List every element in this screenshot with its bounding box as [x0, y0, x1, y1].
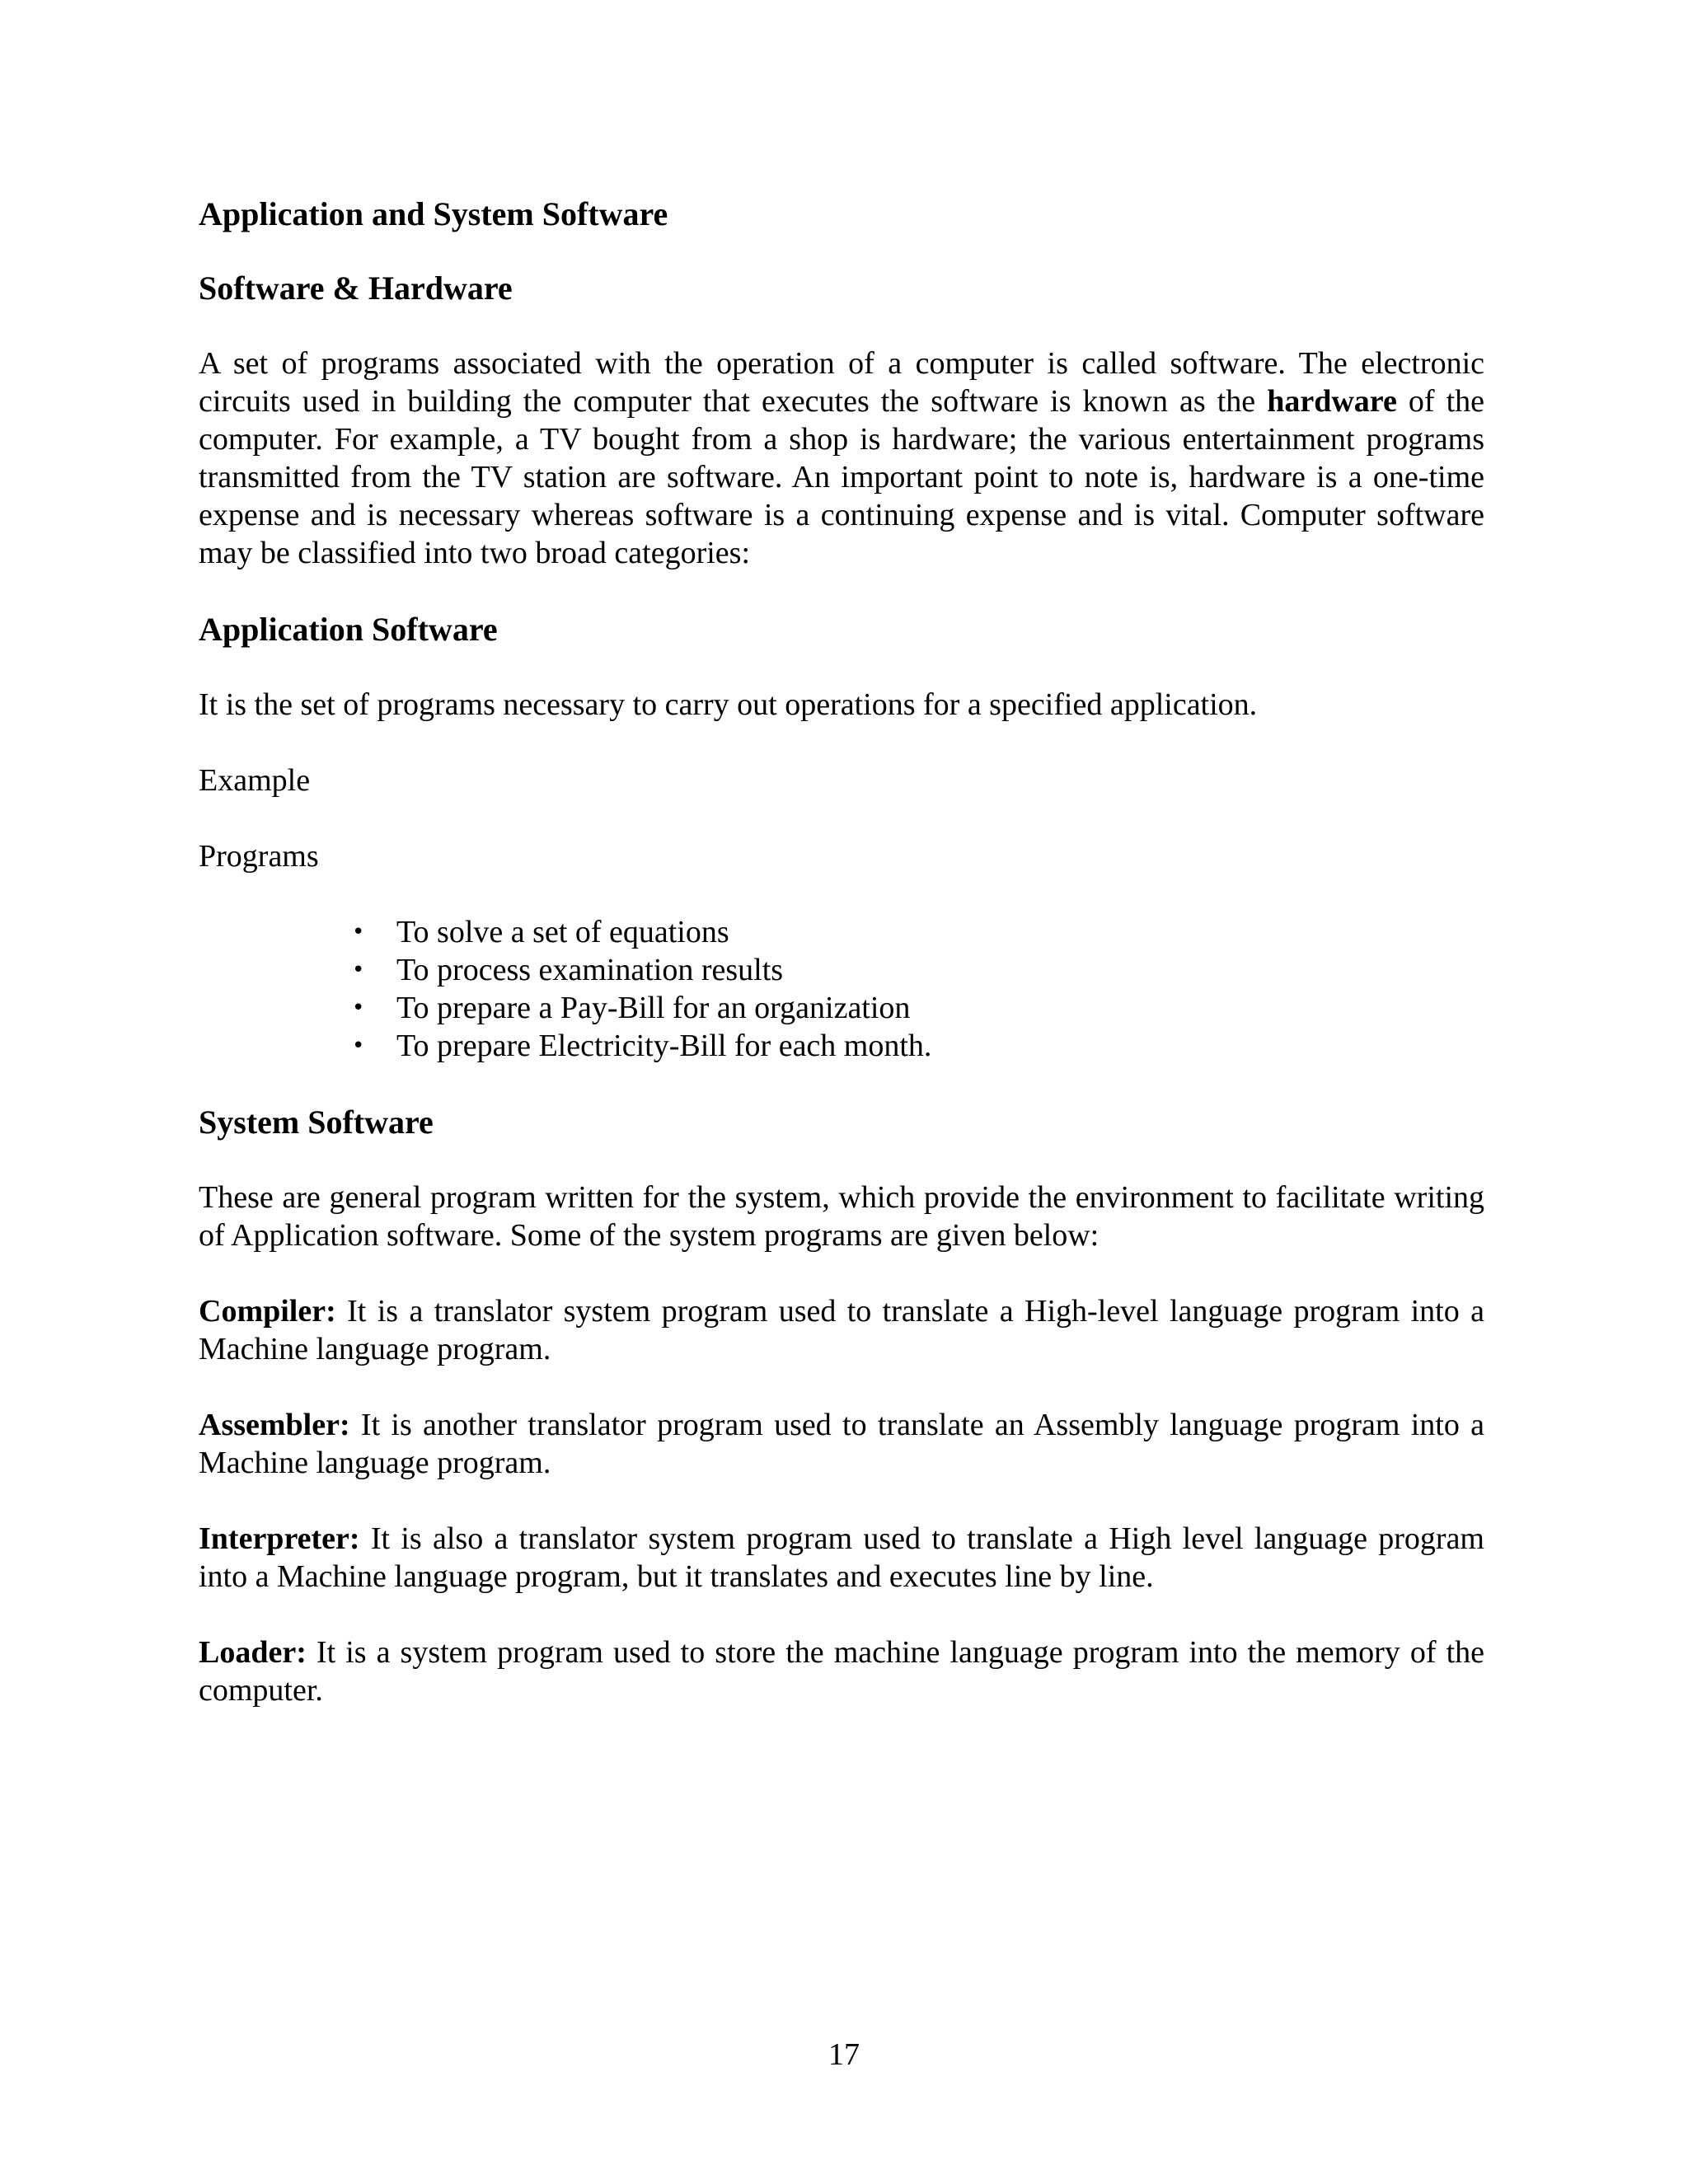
definition-text: It is a system program used to store the machine language program into the memory of the computer. — [199, 1635, 1484, 1708]
page-number: 17 — [828, 2037, 860, 2072]
definition-text: It is also a translator system program used to translate a High level language program into a Machine language program, but it translates and executes line by line. — [199, 1521, 1484, 1594]
definition-term: Assembler: — [199, 1408, 350, 1442]
list-item — [352, 913, 1484, 951]
bullet-icon: • — [352, 996, 365, 1020]
heading-application-software: Application Software — [199, 611, 498, 648]
bullet-icon: • — [352, 958, 365, 982]
definition-loader — [199, 1633, 1484, 1709]
definition-assembler — [199, 1406, 1484, 1482]
list-item — [352, 989, 1484, 1027]
paragraph-application-intro: It is the set of programs necessary to carry out operations for a specified application. — [199, 687, 1258, 722]
programs-list — [199, 913, 1484, 1065]
list-item-text: To prepare a Pay-Bill for an organization — [396, 991, 911, 1025]
list-item-text: To solve a set of equations — [396, 915, 729, 949]
definition-term: Interpreter: — [199, 1521, 360, 1556]
bullet-icon: • — [352, 1033, 365, 1058]
page-title: Application and System Software — [199, 195, 668, 232]
list-item-text: To prepare Electricity-Bill for each month. — [396, 1029, 932, 1063]
definition-interpreter — [199, 1520, 1484, 1596]
definition-term: Loader: — [199, 1635, 307, 1670]
heading-system-software: System Software — [199, 1104, 434, 1141]
list-item — [352, 951, 1484, 989]
page-content — [199, 194, 1484, 1747]
list-item-text: To process examination results — [396, 953, 784, 987]
label-programs: Programs — [199, 839, 319, 874]
definition-term: Compiler: — [199, 1294, 336, 1329]
heading-software-hardware: Software & Hardware — [199, 269, 513, 307]
paragraph-system-intro: These are general program written for the system, which provide the environment to facilitate writing of Application software. Some of the system programs are given below: — [199, 1180, 1484, 1253]
definition-text: It is a translator system program used to translate a High-level language program into a Machine language program. — [199, 1294, 1484, 1366]
label-example: Example — [199, 763, 311, 798]
definition-text: It is another translator program used to translate an Assembly language program into a Machine language program. — [199, 1408, 1484, 1480]
bullet-icon: • — [352, 920, 365, 944]
bold-term-hardware: hardware — [1267, 384, 1397, 419]
paragraph-text: of the computer. For example, a TV bought from a shop is hardware; the various entertainment programs transmitted from the TV station are software. An important point to note is, hardware is a one-time expense and is necessary whereas software is a continuing expense and is vital. Computer software may be classified into two broad categories: — [199, 384, 1484, 570]
paragraph-text: A set of programs associated with the operation of a computer is called software. The electronic circuits used in building the computer that executes the software is known as the — [199, 346, 1484, 419]
paragraph-software-hardware — [199, 344, 1484, 572]
definition-compiler — [199, 1292, 1484, 1368]
list-item — [352, 1027, 1484, 1065]
